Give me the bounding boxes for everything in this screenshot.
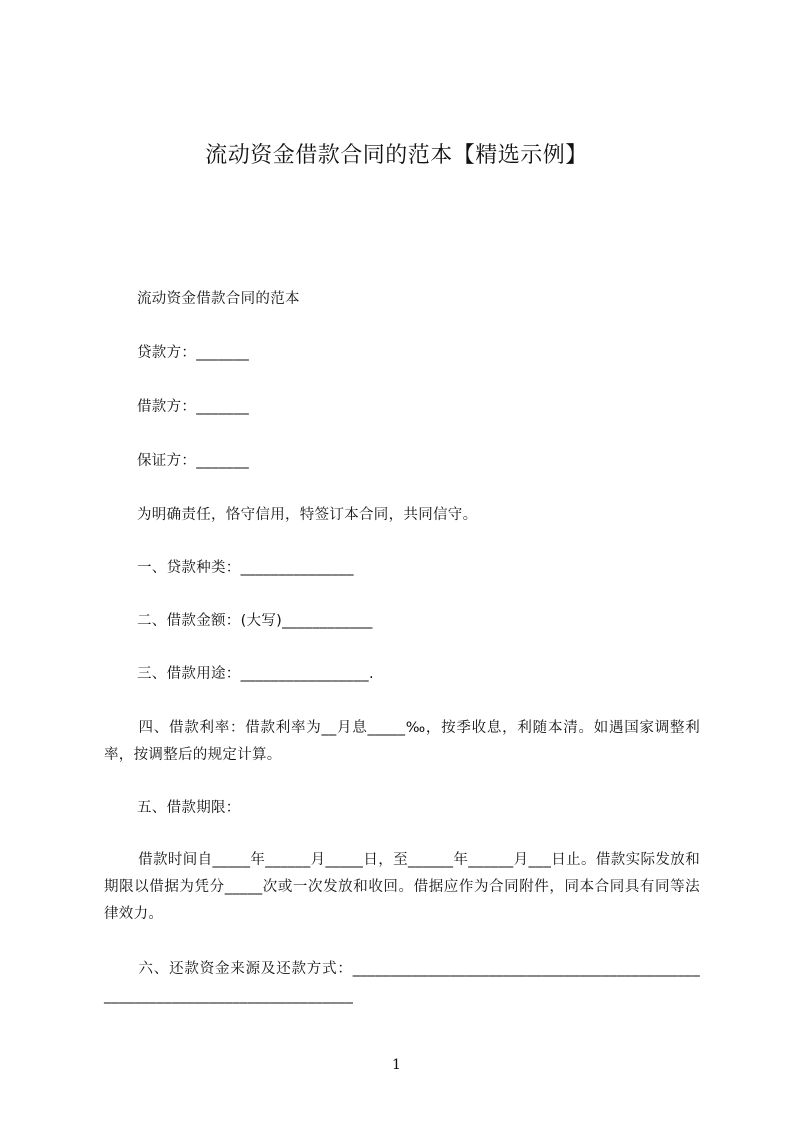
document-title: 流动资金借款合同的范本【精选示例】 — [205, 143, 588, 168]
clause-repayment — [104, 956, 700, 1010]
clause-loan-amount: 二、借款金额：(大写)____________ — [137, 613, 373, 629]
clause-loan-purpose: 三、借款用途：_________________. — [137, 666, 374, 682]
clause-loan-type: 一、贷款种类：_______________ — [137, 560, 354, 576]
clause-loan-term-heading: 五、借款期限： — [137, 800, 241, 816]
guarantor-line: 保证方：_______ — [137, 453, 250, 469]
clause-loan-term-body — [104, 847, 700, 928]
clause-repayment-text: 六、还款资金来源及还款方式：_______________________________________________________________________________ — [104, 961, 700, 1004]
clause-interest-rate — [104, 715, 700, 769]
lender-line: 贷款方：_______ — [137, 345, 250, 361]
clause-interest-rate-text: 四、借款利率：借款利率为__月息_____‰，按季收息，利随本清。如遇国家调整利率，按调整后的规定计算。 — [104, 720, 700, 763]
preamble-paragraph: 为明确责任，恪守信用，特签订本合同，共同信守。 — [137, 507, 478, 523]
clause-loan-term-text: 借款时间自_____年______月_____日，至______年______月___日止。借款实际发放和期限以借据为凭分_____次或一次发放和收回。借据应作为合同附件，同本合同具有同等法律效力。 — [104, 852, 700, 922]
page-number: 1 — [392, 1057, 401, 1073]
borrower-line: 借款方：_______ — [137, 399, 250, 415]
contract-subtitle: 流动资金借款合同的范本 — [137, 291, 300, 307]
